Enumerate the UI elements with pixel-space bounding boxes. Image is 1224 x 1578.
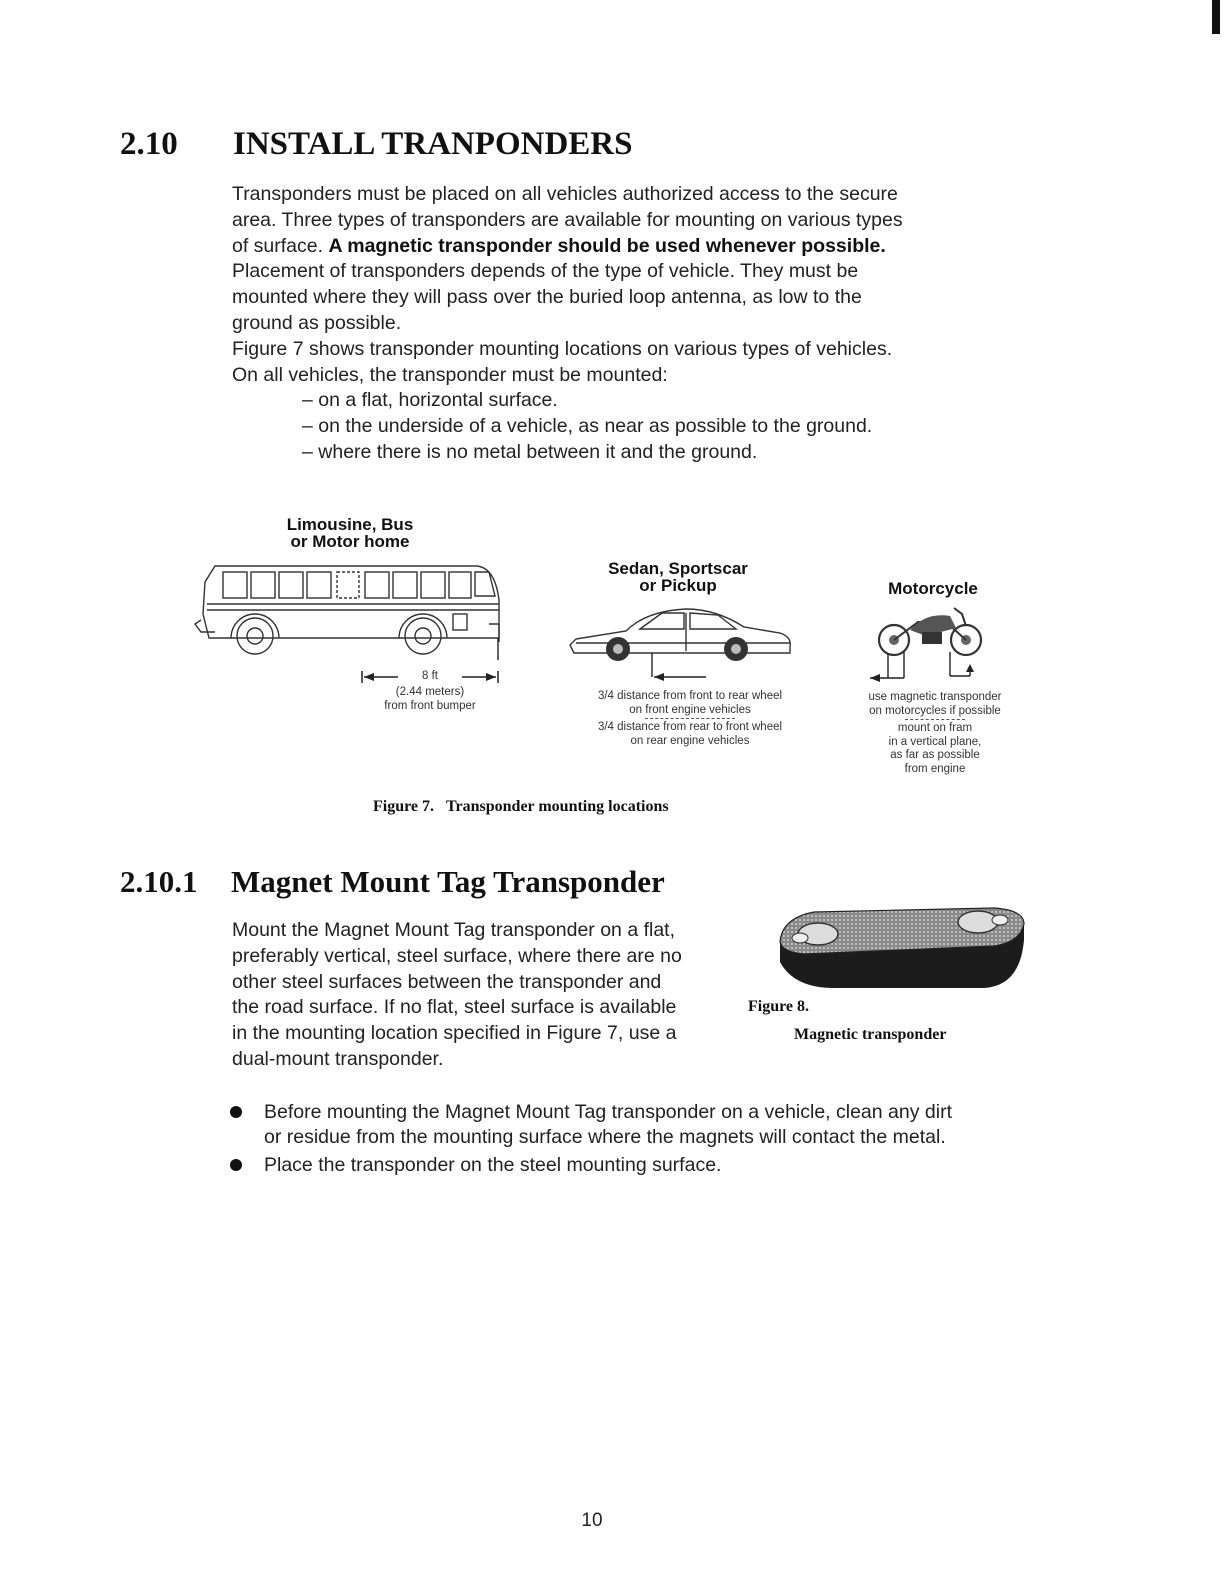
bullet-line: Before mounting the Magnet Mount Tag transponder on a vehicle, clean any dirt bbox=[264, 1101, 952, 1123]
figure8-caption-text: Magnetic transponder bbox=[794, 1026, 947, 1043]
body-line: the road surface. If no flat, steel surface is available bbox=[232, 996, 677, 1019]
motorcycle-note-line: on motorcycles if possible bbox=[869, 704, 1001, 717]
motorcycle-note-line: mount on fram bbox=[897, 722, 973, 734]
motorcycle-note-line: from engine bbox=[904, 762, 966, 775]
mount-item: – on a flat, horizontal surface. bbox=[302, 389, 558, 412]
sedan-note-line: on front engine vehicles bbox=[629, 703, 751, 716]
motorcycle-illustration bbox=[870, 606, 990, 696]
body-line: in the mounting location specified in Figure 7, use a bbox=[232, 1022, 677, 1045]
body-line: ground as possible. bbox=[232, 311, 402, 334]
body-line: other steel surfaces between the transponder and bbox=[232, 970, 662, 993]
motorcycle-label: Motorcycle bbox=[888, 579, 978, 598]
page-number: 10 bbox=[581, 1510, 603, 1531]
subsection-body bbox=[232, 918, 752, 1073]
sedan-label bbox=[578, 560, 778, 594]
sedan-illustration bbox=[566, 603, 796, 693]
figure7-caption-text: Transponder mounting locations bbox=[446, 798, 669, 815]
body-line: mounted where they will pass over the buried loop antenna, as low to the bbox=[232, 286, 862, 309]
sedan-label-line: Sedan, Sportscar bbox=[608, 559, 748, 578]
note-separator bbox=[645, 718, 735, 719]
section-body bbox=[232, 182, 1032, 466]
bullet-line: or residue from the mounting surface where the magnets will contact the metal. bbox=[264, 1126, 946, 1148]
figure7-caption-number: Figure 7. bbox=[373, 798, 435, 815]
bullet-dot bbox=[230, 1106, 242, 1118]
motorcycle-note-line: in a vertical plane, bbox=[888, 735, 982, 748]
scan-edge-mark bbox=[1212, 0, 1220, 34]
body-line: preferably vertical, steel surface, where there are no bbox=[232, 944, 682, 967]
bus-illustration bbox=[195, 560, 505, 660]
magnetic-transponder-illustration bbox=[774, 902, 1030, 992]
body-line: Mount the Magnet Mount Tag transponder on a flat, bbox=[232, 919, 676, 941]
motorcycle-notes bbox=[830, 691, 1040, 776]
sedan-label-line: or Pickup bbox=[639, 576, 717, 595]
bus-distance-label: 8 ft bbox=[422, 670, 438, 682]
bus-label-line: or Motor home bbox=[290, 532, 410, 551]
figure8-caption-number: Figure 8. bbox=[748, 998, 810, 1015]
mount-item: – where there is no metal between it and the ground. bbox=[302, 440, 758, 463]
bullet-line: Place the transponder on the steel mounting surface. bbox=[264, 1154, 722, 1176]
sedan-note-line: 3/4 distance from front to rear wheel bbox=[597, 690, 783, 702]
bus-label bbox=[250, 516, 450, 550]
bus-notes bbox=[360, 686, 500, 713]
sedan-note-line: 3/4 distance from rear to front wheel bbox=[597, 721, 783, 733]
bus-note-line: (2.44 meters) bbox=[395, 686, 465, 698]
motorcycle-note-line: use magnetic transponder bbox=[868, 691, 1002, 703]
subsection-title: Magnet Mount Tag Transponder bbox=[231, 864, 665, 899]
bus-label-line: Limousine, Bus bbox=[286, 515, 414, 534]
bullet-item bbox=[264, 1153, 1064, 1178]
body-line: dual-mount transponder. bbox=[232, 1047, 444, 1070]
sedan-note-line: on rear engine vehicles bbox=[630, 734, 750, 747]
sedan-notes bbox=[560, 690, 820, 748]
body-line: area. Three types of transponders are available for mounting on various types bbox=[232, 208, 903, 231]
section-number: 2.10 bbox=[120, 126, 178, 162]
body-line: Figure 7 shows transponder mounting locations on various types of vehicles. bbox=[232, 337, 893, 360]
figure7-caption bbox=[373, 798, 669, 816]
bullet-dot bbox=[230, 1159, 242, 1171]
bus-note-line: from front bumper bbox=[384, 699, 476, 712]
body-line: On all vehicles, the transponder must be mounted: bbox=[232, 363, 668, 386]
motorcycle-note-line: as far as possible bbox=[890, 749, 980, 761]
body-line: Transponders must be placed on all vehicles authorized access to the secure bbox=[232, 183, 898, 205]
bold-emphasis: A magnetic transponder should be used whenever possible. bbox=[328, 234, 886, 257]
subsection-number: 2.10.1 bbox=[120, 864, 198, 899]
mount-item: – on the underside of a vehicle, as near as possible to the ground. bbox=[302, 415, 873, 438]
body-line: Placement of transponders depends of the type of vehicle. They must be bbox=[232, 260, 859, 283]
bullet-item bbox=[264, 1100, 1064, 1150]
section-title: INSTALL TRANPONDERS bbox=[233, 126, 633, 162]
body-line bbox=[232, 234, 1032, 260]
body-line-text: of surface. bbox=[232, 234, 329, 257]
note-separator bbox=[905, 719, 965, 720]
